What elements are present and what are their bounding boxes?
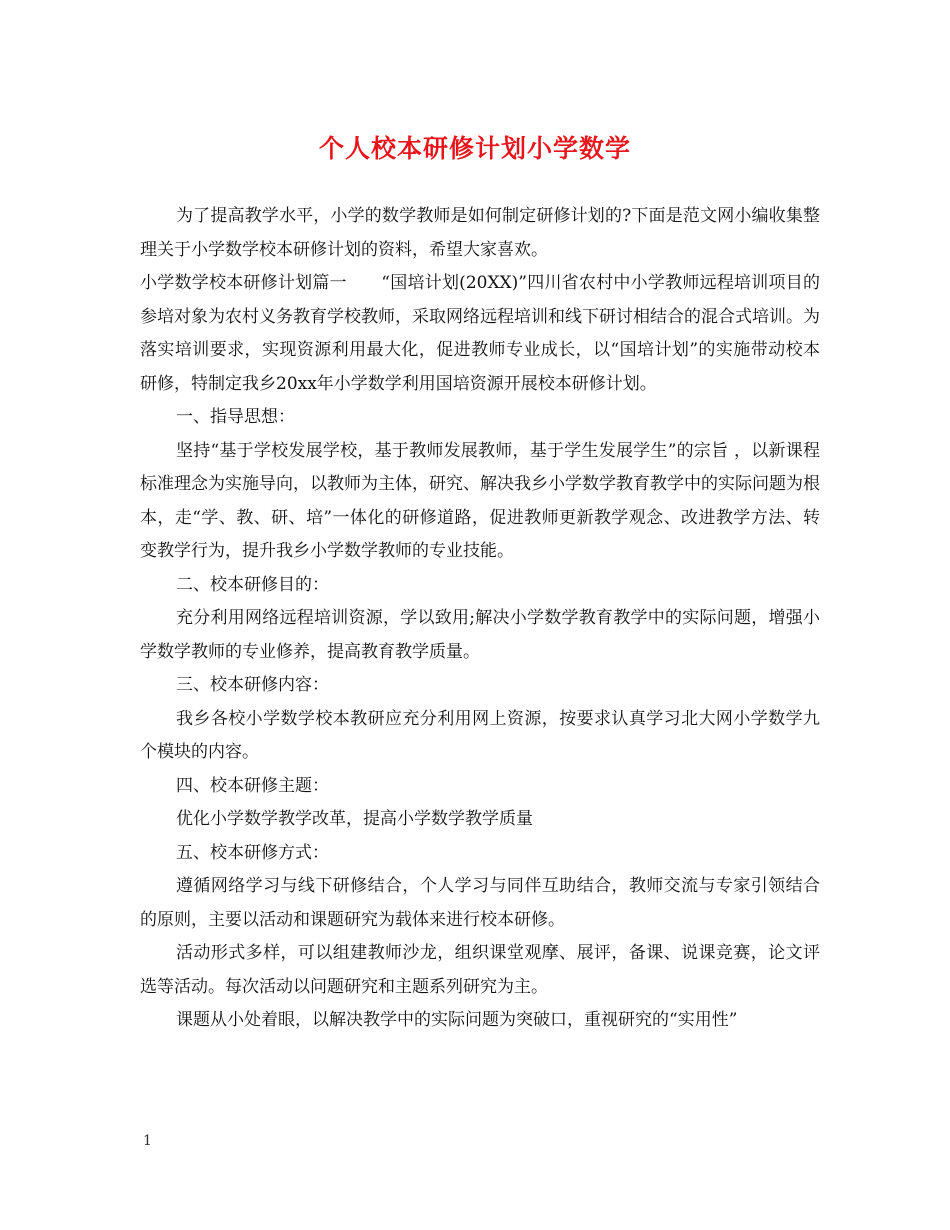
document-title: 个人校本研修计划小学数学 [318, 134, 631, 163]
heading-guiding-thought: 一、指导思想： [176, 407, 295, 427]
paragraph-plan-one: 小学数学校本研修计划篇一 “国培计划(20XX)”四川省农村中小学教师远程培训项目的参培对象为农村义务教育学校教师，采取网络远程培训和线下研讨相结合的混合式培训。为落实培训要求，实现资源利用最大化，促进教师专业成长，以“国培计划”的实施带动校本研修，特制定我乡20xx年小学数学利用国培资源开展校本研修计划。 [140, 273, 820, 394]
paragraph-purpose: 充分利用网络远程培训资源，学以致用;解决小学数学教育教学中的实际问题，增强小学数学教师的专业修养，提高教育教学质量。 [140, 608, 820, 662]
paragraph-intro: 为了提高教学水平，小学的数学教师是如何制定研修计划的?下面是范文网小编收集整理关于小学数学校本研修计划的资料，希望大家喜欢。 [140, 206, 820, 260]
paragraph-content: 我乡各校小学数学校本教研应充分利用网上资源，按要求认真学习北大网小学数学九个模块的内容。 [140, 708, 820, 762]
paragraph-method: 遵循网络学习与线下研修结合，个人学习与同伴互助结合，教师交流与专家引领结合的原则，主要以活动和课题研究为载体来进行校本研修。 [140, 876, 820, 930]
paragraph-theme: 优化小学数学教学改革，提高小学数学教学质量 [176, 809, 533, 829]
heading-purpose: 二、校本研修目的： [176, 574, 329, 595]
page-number: 1 [143, 1133, 152, 1149]
paragraph-guiding-thought: 坚持“基于学校发展学校，基于教师发展教师，基于学生发展学生”的宗旨 ，以新课程标准理念为实施导向，以教师为主体，研究、解决我乡小学数学教育教学中的实际问题为根本，走“学、教、研、培”一体化的研修道路，促进教师更新教学观念、改进教学方法、转变教学行为，提升我乡小学数学教师的专业技能。 [140, 440, 820, 561]
heading-method: 五、校本研修方式： [176, 842, 329, 863]
document-body [140, 200, 820, 1038]
paragraph-activities: 活动形式多样，可以组建教师沙龙，组织课堂观摩、展评，备课、说课竞赛，论文评选等活动。每次活动以问题研究和主题系列研究为主。 [140, 943, 820, 997]
heading-content: 三、校本研修内容： [176, 675, 329, 695]
heading-theme: 四、校本研修主题： [176, 775, 329, 796]
paragraph-topics: 课题从小处着眼，以解决教学中的实际问题为突破口，重视研究的“实用性” [176, 1010, 738, 1030]
